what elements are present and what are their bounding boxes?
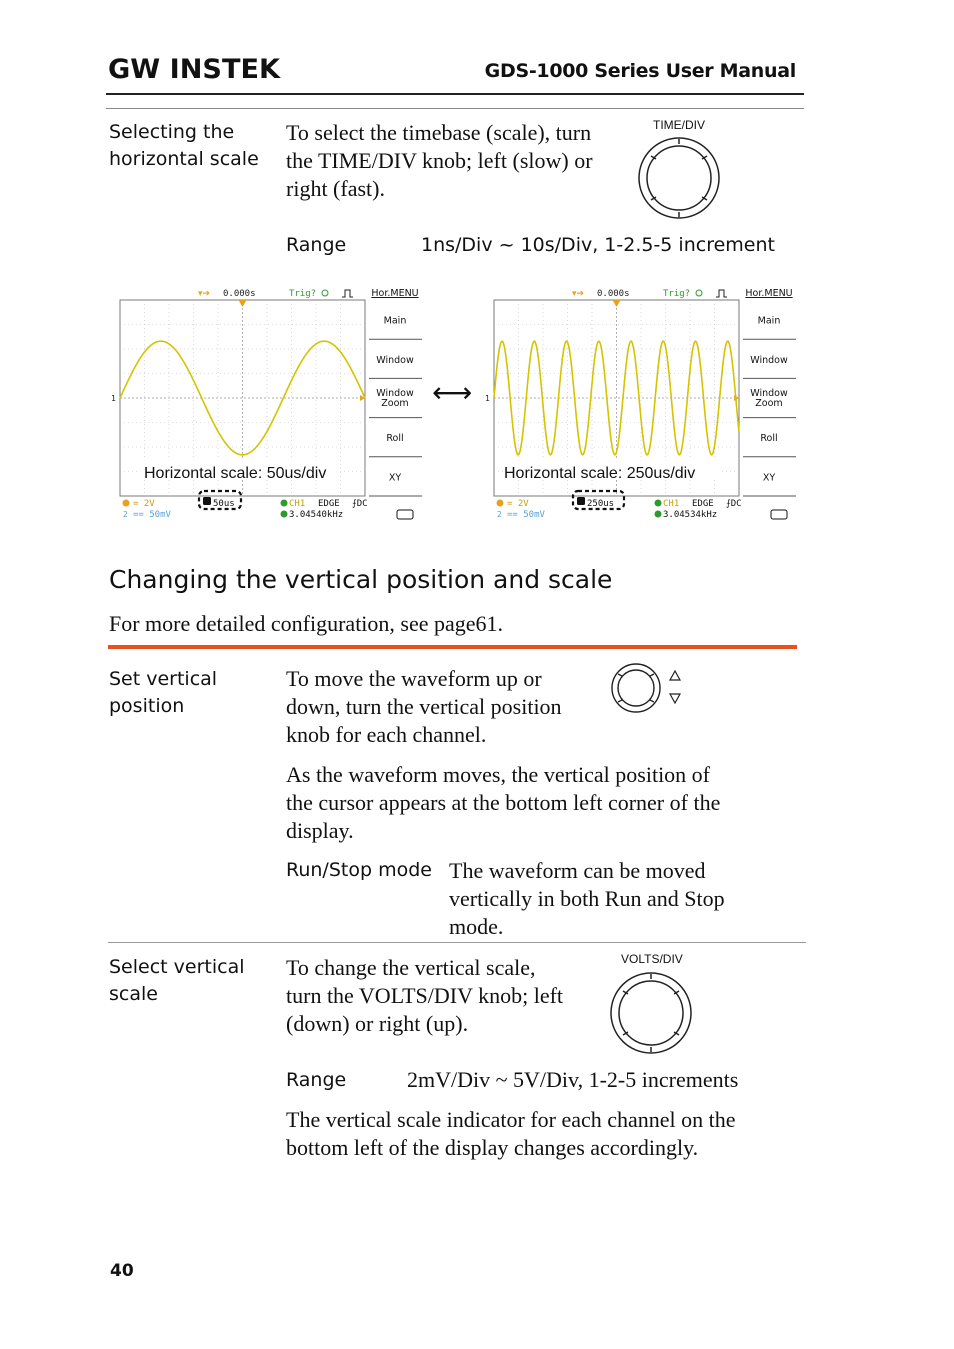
menu-item: XY [762, 472, 776, 484]
frequency-readout: 3.04540kHz [289, 510, 344, 520]
vertical-position-label [109, 666, 217, 720]
trigger-arrow-icon: ▾➔ [198, 289, 211, 299]
text-line: turn the VOLTS/DIV knob; left [286, 983, 564, 1008]
vertical-scale-paragraph [286, 1106, 736, 1162]
menu-item: Main [383, 315, 407, 327]
gw-instek-logo [108, 54, 283, 82]
ch1-ground-marker: 1 [111, 394, 116, 403]
vertical-range-label: Range [286, 1069, 347, 1091]
text-line: knob for each channel. [286, 722, 487, 747]
trigger-status: Trig? [663, 289, 691, 299]
ch2-scale-readout: == 50mV [133, 510, 171, 520]
trigger-source-icon [281, 500, 288, 507]
vertical-range-value: 2mV/Div ~ 5V/Div, 1-2-5 increments [407, 1067, 739, 1092]
label-line: Select vertical [109, 956, 245, 978]
header-rule-thin [106, 108, 804, 109]
top-time-readout: 0.000s [223, 289, 256, 299]
horizontal-scale-caption: Horizontal scale: 50us/div [144, 465, 327, 482]
timebase-readout: 50us [213, 499, 235, 509]
text-line: display. [286, 818, 354, 843]
edge-icon [342, 290, 353, 297]
menu-item: Roll [386, 433, 404, 445]
ch1-ground-marker: 1 [485, 394, 490, 403]
menu-item-line: Zoom [755, 398, 783, 409]
trigger-source: CH1 [663, 499, 680, 509]
logo-text: GW INSTEK [108, 54, 282, 82]
vertical-scale-label [109, 954, 245, 1008]
scope-screen-right [482, 284, 800, 522]
row-divider [108, 942, 806, 943]
text-line: bottom left of the display changes accordingly. [286, 1135, 699, 1160]
trigger-source: CH1 [289, 499, 306, 509]
menu-item-line: Window [376, 388, 414, 399]
horizontal-scale-caption: Horizontal scale: 250us/div [504, 465, 696, 482]
vertical-position-knob-icon [610, 660, 686, 716]
ch2-indicator: 2 [497, 510, 502, 519]
coupling-readout: ⨍DC [352, 499, 368, 509]
scope-screen-left [108, 284, 426, 522]
timebase-icon [203, 497, 211, 505]
horizontal-scale-text [286, 119, 593, 203]
edge-icon [716, 290, 727, 297]
label-line: Selecting the [109, 121, 235, 143]
text-line: As the waveform moves, the vertical position of [286, 762, 711, 787]
timebase-icon [577, 497, 585, 505]
vertical-scale-text [286, 954, 563, 1038]
coupling-readout: ⨍DC [726, 499, 742, 509]
trigger-source-icon [655, 500, 662, 507]
time-div-knob-icon [637, 136, 723, 220]
run-stop-text [449, 857, 725, 941]
frequency-icon [655, 511, 662, 518]
menu-item: Window [750, 354, 788, 366]
manual-title: GDS-1000 Series User Manual [484, 60, 796, 82]
header-rule [106, 93, 804, 95]
label-line: scale [109, 983, 158, 1005]
trigger-arrow-icon: ▾➔ [572, 289, 585, 299]
menu-title: Hor.MENU [745, 288, 793, 299]
top-time-readout: 0.000s [597, 289, 630, 299]
text-line: To move the waveform up or [286, 666, 542, 691]
text-line: vertically in both Run and Stop [449, 886, 725, 911]
text-line: To select the timebase (scale), turn [286, 120, 592, 145]
menu-item: Main [757, 315, 781, 327]
trigger-position-marker [239, 300, 247, 307]
frequency-readout: 3.04534kHz [663, 510, 718, 520]
menu-title: Hor.MENU [371, 288, 419, 299]
text-line: The vertical scale indicator for each channel on the [286, 1107, 736, 1132]
label-line: position [109, 695, 185, 717]
range-value: 1ns/Div ~ 10s/Div, 1-2.5-5 increment [421, 234, 775, 256]
horizontal-scale-label [109, 119, 259, 173]
text-line: down, turn the vertical position [286, 694, 562, 719]
range-label: Range [286, 234, 347, 256]
text-line: the TIME/DIV knob; left (slow) or [286, 148, 593, 173]
time-div-knob-label: TIME/DIV [653, 118, 706, 132]
sd-card-icon [397, 510, 413, 519]
text-line: the cursor appears at the bottom left corner of the [286, 790, 721, 815]
label-line: Set vertical [109, 668, 218, 690]
ch1-scale-readout: = 2V [133, 499, 155, 509]
trigger-type: EDGE [692, 499, 714, 509]
ch1-indicator-icon [497, 500, 504, 507]
trigger-position-marker [613, 300, 621, 307]
section-heading: Changing the vertical position and scale [109, 565, 613, 594]
swap-arrow-icon: ⟷ [432, 376, 473, 409]
timebase-readout: 250us [587, 499, 615, 509]
trigger-type: EDGE [318, 499, 340, 509]
text-line: mode. [449, 914, 504, 939]
menu-item: XY [388, 472, 402, 484]
frequency-icon [281, 511, 288, 518]
menu-item: Window [376, 354, 414, 366]
label-line: horizontal scale [109, 148, 259, 170]
menu-item-line: Window [750, 388, 788, 399]
ch1-scale-readout: = 2V [507, 499, 529, 509]
vertical-position-paragraph [286, 761, 720, 845]
text-line: The waveform can be moved [449, 858, 706, 883]
text-line: To change the vertical scale, [286, 955, 536, 980]
text-line: right (fast). [286, 176, 385, 201]
trigger-status-icon [322, 290, 328, 296]
vertical-position-text [286, 665, 562, 749]
ch2-scale-readout: == 50mV [507, 510, 545, 520]
volts-div-knob-label: VOLTS/DIV [621, 952, 683, 966]
volts-div-knob-icon [608, 970, 694, 1056]
section-intro: For more detailed configuration, see page61. [109, 611, 504, 636]
menu-item: Roll [760, 433, 778, 445]
trigger-status: Trig? [289, 289, 317, 299]
sd-card-icon [771, 510, 787, 519]
page-number: 40 [110, 1261, 134, 1281]
run-stop-label: Run/Stop mode [286, 859, 432, 881]
ch1-indicator-icon [123, 500, 130, 507]
trigger-status-icon [696, 290, 702, 296]
menu-item-line: Zoom [381, 398, 409, 409]
section-rule [108, 645, 797, 649]
ch2-indicator: 2 [123, 510, 128, 519]
text-line: (down) or right (up). [286, 1011, 469, 1036]
